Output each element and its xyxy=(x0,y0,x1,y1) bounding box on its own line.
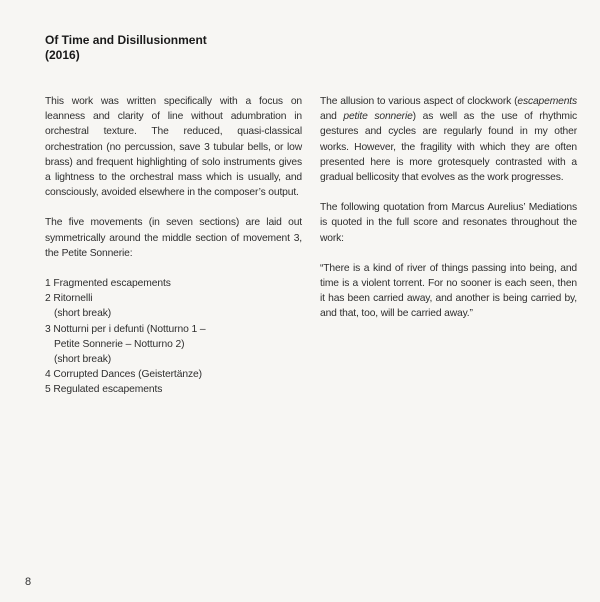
title-year: (2016) xyxy=(45,48,80,62)
title-text: Of Time and Disillusionment xyxy=(45,33,207,47)
list-item: 5 Regulated escapements xyxy=(45,384,163,396)
article-title xyxy=(45,33,305,63)
clockwork-paragraph xyxy=(320,94,577,185)
clockwork-text-1: The allusion to various aspect of clockwork ( xyxy=(320,96,518,107)
intro-paragraph: This work was written specifically with a focus on leanness and clarity of line without adumbration in orchestral texture. The reduced, quasi-classical orchestration (no percussion, save 3 tubular bells, or low brass) and frequent highlighting of solo instruments gives a lightness to the orchestral mass which is usually, and consciously, avoided elsewhere in the composer’s output. xyxy=(45,96,302,199)
list-item: Petite Sonnerie – Notturno 2) xyxy=(54,338,185,350)
escapements-term: escapements xyxy=(517,96,577,107)
list-item: 3 Notturni per i defunti (Notturno 1 – xyxy=(45,323,206,335)
quotation-intro-paragraph: The following quotation from Marcus Aurelius’ Mediations is quoted in the full score and resonates throughout the work: xyxy=(320,202,577,244)
list-item: 2 Ritornelli xyxy=(45,293,93,305)
movement-list xyxy=(45,276,302,398)
list-item: 4 Corrupted Dances (Geistertänze) xyxy=(45,369,202,381)
aurelius-quote: “There is a kind of river of things passing into being, and time is a violent torrent. For no sooner is each seen, then it has been carried away, and another is being carried by, and that, too, will be carried away.” xyxy=(320,262,577,320)
page-number: 8 xyxy=(25,576,32,588)
right-column xyxy=(320,94,577,337)
left-column xyxy=(45,94,302,398)
list-item: (short break) xyxy=(54,308,112,320)
clockwork-text-2: and xyxy=(320,111,344,123)
list-item: (short break) xyxy=(54,354,112,366)
list-item: 1 Fragmented escapements xyxy=(45,278,171,290)
petite-sonnerie-term: petite sonnerie xyxy=(343,111,413,123)
structure-paragraph: The five movements (in seven sections) are laid out symmetrically around the middle section of movement 3, the Petite Sonnerie: xyxy=(45,217,302,259)
clockwork-text-3: ) as well as the use of rhythmic gestures and cycles are regularly found in my other works. However, the fragility with which they are often presented here is more grotesquely contrasted with a gradual bellicosity that evolves as the work progresses. xyxy=(320,111,577,184)
